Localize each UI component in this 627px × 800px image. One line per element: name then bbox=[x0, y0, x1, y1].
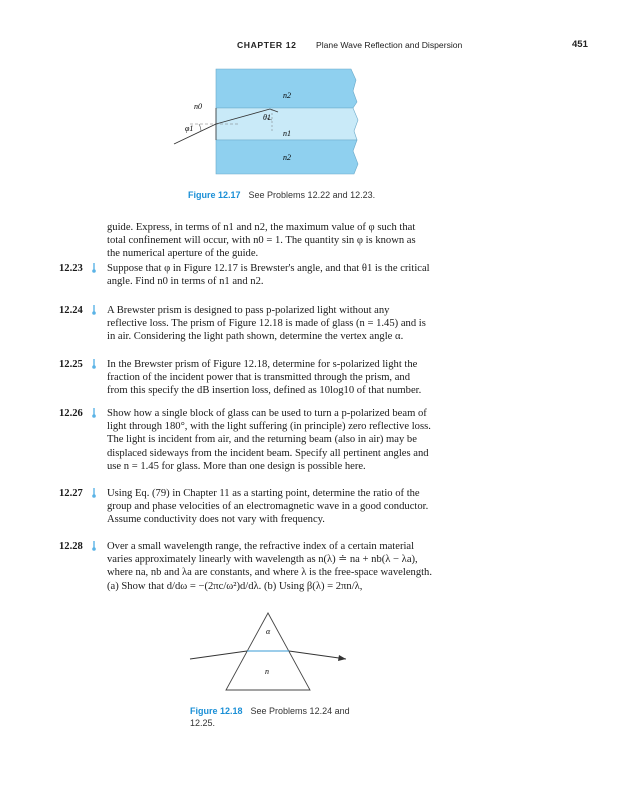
problem-number: 12.24 bbox=[59, 305, 83, 316]
text-line: Using Eq. (79) in Chapter 11 as a starting point, determine the ratio of the bbox=[107, 488, 420, 499]
text-line: from this specify the dB insertion loss, defined as 10log10 of that number. bbox=[107, 385, 422, 397]
text-line: Over a small wavelength range, the refractive index of a certain material bbox=[107, 541, 415, 552]
incident-ray bbox=[190, 651, 247, 659]
text-line: use n = 1.45 for glass. More than one design is possible here. bbox=[107, 460, 366, 472]
text-line: in air. Considering the light path shown, determine the vertex angle α. bbox=[107, 331, 404, 343]
thermometer-icon bbox=[92, 488, 96, 498]
label-theta1: θ1 bbox=[263, 113, 271, 122]
thermometer-icon bbox=[92, 359, 96, 369]
running-header bbox=[0, 38, 627, 52]
text-line: In the Brewster prism of Figure 12.18, determine for s-polarized light the bbox=[107, 359, 418, 370]
thermometer-icon bbox=[92, 263, 96, 273]
caption-text: See Problems 12.22 and 12.23. bbox=[248, 190, 376, 200]
problem-number: 12.28 bbox=[59, 541, 83, 552]
cladding-top bbox=[216, 69, 357, 108]
text-line: displaced sideways from the incident beam. Specify all pertinent angles and bbox=[107, 447, 429, 459]
thermometer-icon bbox=[92, 408, 96, 418]
text-line: varies approximately linearly with wavelength as n(λ) ≐ na + nb(λ − λa), bbox=[107, 554, 418, 566]
caption-label: Figure 12.17 bbox=[188, 190, 241, 200]
phi-arc bbox=[199, 124, 201, 131]
text-line: fraction of the incident power that is transmitted through the prism, and bbox=[107, 372, 411, 384]
text-line: A Brewster prism is designed to pass p-polarized light without any bbox=[107, 305, 390, 316]
page-number: 451 bbox=[572, 39, 588, 50]
text-line: the numerical aperture of the guide. bbox=[107, 248, 259, 260]
thermometer-icon bbox=[92, 541, 96, 551]
problem-number: 12.26 bbox=[59, 408, 83, 419]
caption-text: See Problems 12.24 and 12.25. bbox=[190, 706, 350, 728]
problem-number: 12.27 bbox=[59, 488, 83, 499]
text-line: where na, nb and λa are constants, and where λ is the free-space wavelength. bbox=[107, 567, 433, 579]
label-phi1: φ1 bbox=[185, 124, 194, 133]
label-n1: n1 bbox=[283, 129, 291, 138]
text-line: total confinement will occur, with n0 = 1. The quantity sin φ is known as bbox=[107, 235, 416, 247]
text-line: guide. Express, in terms of n1 and n2, the maximum value of φ such that bbox=[107, 222, 416, 233]
thermometer-icon bbox=[92, 305, 96, 315]
problem-number: 12.23 bbox=[59, 263, 83, 274]
text-line: The light is incident from air, and the returning beam (also in air) may be bbox=[107, 434, 417, 446]
caption-label: Figure 12.18 bbox=[190, 706, 243, 716]
chapter-title: Plane Wave Reflection and Dispersion bbox=[316, 40, 463, 50]
text-line: angle. Find n0 in terms of n1 and n2. bbox=[107, 276, 264, 288]
chapter-label: CHAPTER 12 bbox=[237, 40, 297, 50]
figure-12-18-brewster-prism bbox=[160, 612, 360, 692]
text-line: reflective loss. The prism of Figure 12.18 is made of glass (n = 1.45) and is bbox=[107, 318, 426, 330]
text-line: Show how a single block of glass can be used to turn a p-polarized beam of bbox=[107, 408, 427, 419]
exit-arrowhead bbox=[338, 655, 346, 661]
label-n0: n0 bbox=[194, 102, 202, 111]
figure-12-17-waveguide bbox=[170, 68, 400, 183]
text-line: light through 180°, with the light suffering (in principle) zero reflective loss. bbox=[107, 421, 431, 433]
problem-number: 12.25 bbox=[59, 359, 83, 370]
figure-12-18-caption bbox=[190, 705, 370, 729]
continuation-paragraph bbox=[107, 221, 492, 261]
text-line: Suppose that φ in Figure 12.17 is Brewster's angle, and that θ1 is the critical bbox=[107, 263, 430, 274]
exit-ray bbox=[289, 651, 346, 659]
label-n2-bottom: n2 bbox=[283, 153, 291, 162]
figure-12-17-caption bbox=[188, 189, 388, 201]
incident-ray bbox=[174, 124, 216, 144]
text-line: group and phase velocities of an electromagnetic wave in a good conductor. bbox=[107, 501, 429, 513]
text-line: Assume conductivity does not vary with frequency. bbox=[107, 514, 325, 526]
text-line: (a) Show that d/dω = −(2πc/ω²)d/dλ. (b) Using β(λ) = 2πn/λ, bbox=[107, 580, 363, 592]
label-n2-top: n2 bbox=[283, 91, 291, 100]
label-n: n bbox=[265, 667, 269, 676]
label-alpha: α bbox=[266, 627, 271, 636]
